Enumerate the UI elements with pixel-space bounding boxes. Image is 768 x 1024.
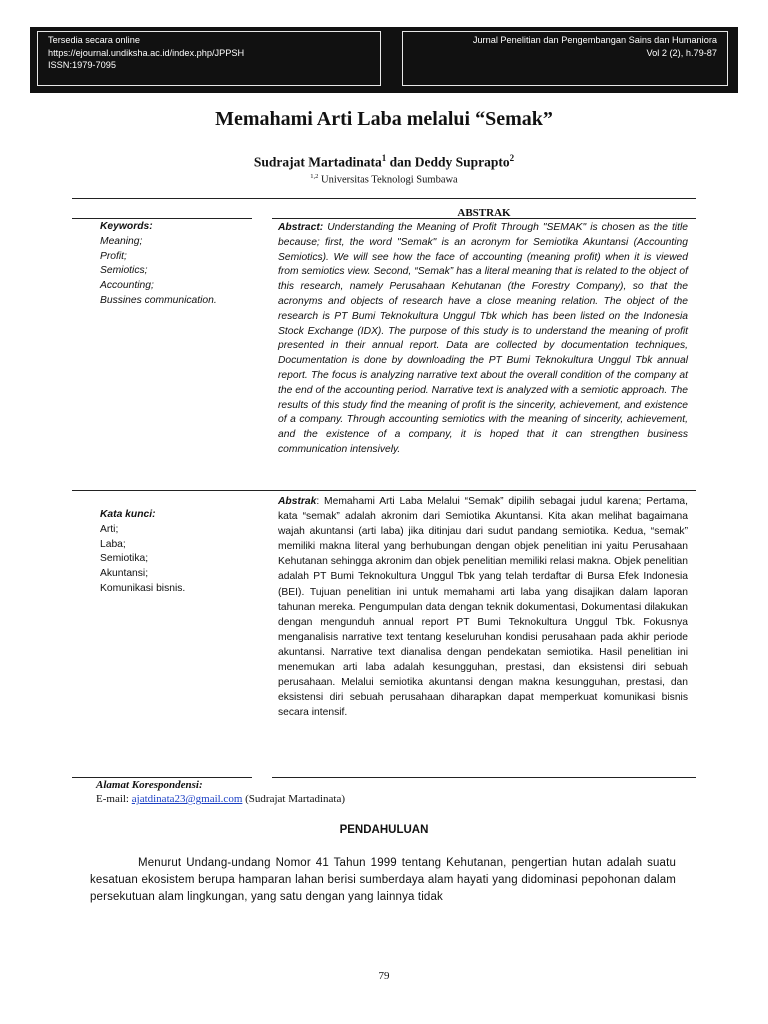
kata-kunci-item: Akuntansi; xyxy=(100,568,149,580)
kata-kunci-item: Arti; xyxy=(100,523,119,535)
authors-line xyxy=(0,153,768,171)
journal-name: Jurnal Penelitian dan Pengembangan Sains dan Humaniora xyxy=(472,35,717,45)
middle-rule xyxy=(72,490,696,491)
page-number: 79 xyxy=(378,970,390,982)
author-connector: dan xyxy=(386,154,415,170)
keyword-item: Bussines communication. xyxy=(100,294,217,306)
email-label: E-mail: xyxy=(96,793,132,805)
journal-header xyxy=(30,27,738,93)
journal-url[interactable]: https://ejournal.undiksha.ac.id/index.php/JPPSH xyxy=(48,47,245,58)
author-2: Deddy Suprapto xyxy=(414,154,510,170)
paper-title: Memahami Arti Laba melalui “Semak” xyxy=(215,108,553,130)
abstract-rule xyxy=(272,218,696,219)
abstract-indonesian xyxy=(278,494,688,720)
author-2-sup: 2 xyxy=(509,153,515,163)
volume-pages: Vol 2 (2), h.79-87 xyxy=(646,47,717,58)
header-left-box xyxy=(37,31,381,86)
correspondence xyxy=(96,778,696,806)
abstract-id-text: : Memahami Arti Laba Melalui “Semak” dipilih sebagai judul karena; Pertama, kata “semak” adalah akronim dari Semiotika Akuntansi. Kita akan melihat bagaimana wajah akuntansi (arti laba) jika ditinjau dari sudut pandang semiotika. Kedua, “semak” memiliki makna literal yang berhubungan dengan objek penelitian ini yaitu Perusahaan Kehutanan sehingga akronim dan objek penelitian memiliki relasi makna. Objek penelitian adalah PT Bumi Teknokultura Unggul Tbk yang telah terdaftar di Bursa Efek Indonesia (BEI). Tujuan penelitian ini untuk memahami arti laba yang disajikan dalam laporan tahunan mereka. Pengumpulan data dengan teknik dokumentasi, Dokumentasi dilakukan dengan mengunduh annual report PT Bumi Teknokultura Unggul Tbk. Fokusnya menganalisis narrative text tentang keseluruhan kondisi perusahaan pada akhir periode akuntansi. Narrative text dianalisa dengan pendekatan semiotika. Hasil penelitian ini menemukan arti laba adalah kesungguhan, prestasi, dan eksistensi diri sebuah perusahaan. Melalui semiotika akuntansi dengan makna kesungguhan, prestasi, dan eksistensi diri sebuah perusahaan diharapkan dapat memperkuat komunikasi bisnis secara intensif. xyxy=(278,496,688,719)
top-rule xyxy=(72,198,696,199)
keyword-item: Profit; xyxy=(100,250,127,262)
abstract-id-label: Abstrak xyxy=(278,496,317,507)
kata-kunci-item: Komunikasi bisnis. xyxy=(100,582,186,594)
affiliation-text: Universitas Teknologi Sumbawa xyxy=(321,174,458,186)
email-owner: (Sudrajat Martadinata) xyxy=(242,793,346,805)
intro-paragraph: Menurut Undang-undang Nomor 41 Tahun 1999 tentang Kehutanan, pengertian hutan adalah suatu kesatuan ekosistem berupa hamparan lahan berisi sumberdaya alam hayati yang didominasi pepohonan dalam persekutuan alam lingkungan, yang satu dengan yang lainnya tidak xyxy=(90,857,676,903)
affiliation-sup: 1,2 xyxy=(310,173,319,180)
issn-text: ISSN:1979-7095 xyxy=(48,60,116,70)
abstract-en-text: Understanding the Meaning of Profit Through "SEMAK" is chosen as the title because; first, the word "Semak" is an acronym for Semiotika Akuntansi (Accounting Semiotics). We will see how the face of accounting (meaning profit) when it is viewed from semiotics view. Second, “Semak” has a literal meaning that is related to the object of this research, namely Perusahaan Kehutanan (the Forestry Company), so that the acronyms and objects of research have a close meaning relation. The object of the research is PT Bumi Teknokultura Unggul Tbk which has been listed on the Indonesia Stock Exchange (IDX). The purpose of this study is to understand the meaning of profit presented in their annual report. Data are collected by documentation techniques, Documentation is done by downloading the PT Bumi Teknokultura Unggul Tbk annual report. The focus is analyzing narrative text about the overall condition of the company at the end of the accounting period. Narrative text is analyzed with a semiotic approach. The results of this study find the meaning of profit is the sincerity, achievement, and existence of a company. Through accounting semiotics with the meaning of sincerity, achievement, and the existence of a company, it is hoped that it can strengthen business communication intensively. xyxy=(278,222,688,455)
correspondence-email-line xyxy=(96,792,696,806)
availability-text: Tersedia secara online xyxy=(48,35,140,45)
keyword-item: Semiotics; xyxy=(100,265,148,277)
email-link[interactable]: ajatdinata23@gmail.com xyxy=(131,793,243,805)
abstract-en-label: Abstract: xyxy=(278,222,324,233)
abstract-heading: ABSTRAK xyxy=(457,207,511,219)
kata-kunci-item: Semiotika; xyxy=(100,553,149,565)
correspondence-heading: Alamat Korespondensi: xyxy=(96,779,203,791)
affiliation xyxy=(0,173,768,186)
kata-kunci-item: Laba; xyxy=(100,538,126,550)
kata-kunci-block xyxy=(100,508,260,597)
keywords-heading: Keywords: xyxy=(100,221,153,232)
kata-kunci-heading: Kata kunci: xyxy=(100,509,156,520)
keywords-block xyxy=(100,220,260,309)
keyword-item: Accounting; xyxy=(100,280,154,292)
keywords-rule xyxy=(72,218,252,219)
abstract-english xyxy=(278,221,688,458)
keyword-item: Meaning; xyxy=(100,235,143,247)
author-1: Sudrajat Martadinata xyxy=(253,154,382,170)
author-1-sup: 1 xyxy=(381,153,387,163)
section-title: PENDAHULUAN xyxy=(339,824,429,836)
header-right-box xyxy=(402,31,728,86)
